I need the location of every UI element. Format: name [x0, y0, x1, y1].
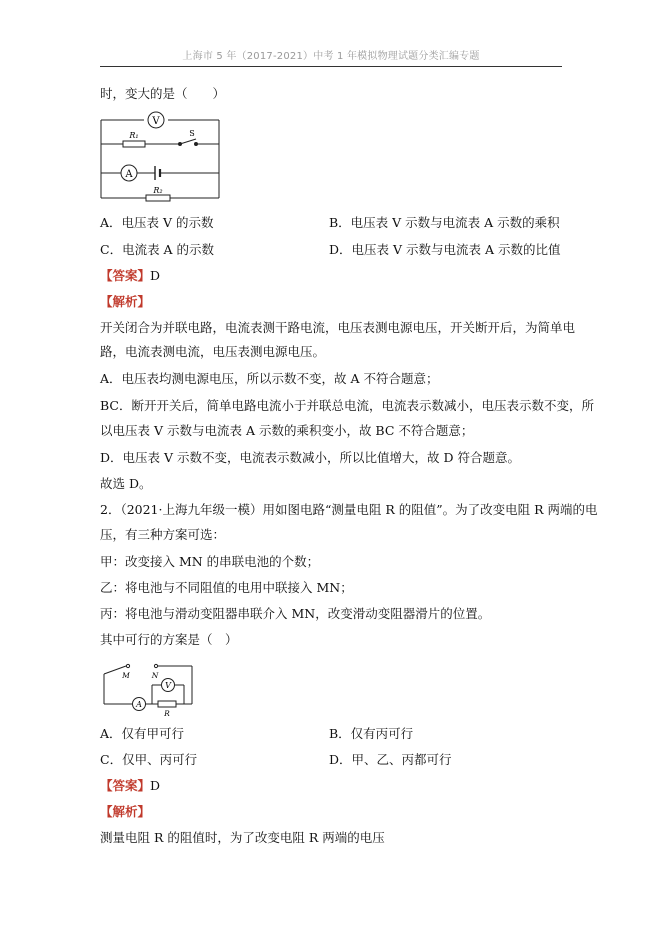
q2-terminal-n-label: N — [151, 671, 159, 680]
q2-answer-value: D — [150, 778, 161, 793]
q2-prompt: 其中可行的方案是（ ） — [100, 632, 238, 647]
q2-terminal-m-label: M — [122, 671, 130, 680]
q1-option-a: A．电压表 V 的示数 — [100, 215, 214, 230]
q2-answer-label: 【答案】 — [100, 778, 151, 793]
q1-analysis-line: A．电压表均测电源电压，所以示数不变，故 A 不符合题意； — [100, 371, 439, 386]
q1-circuit-diagram — [98, 106, 224, 206]
page-header: 上海市 5 年（2017-2021）中考 1 年模拟物理试题分类汇编专题 — [182, 51, 480, 62]
q1-analysis-line: 以电压表 V 示数与电流表 A 示数的乘积变小，故 BC 不符合题意； — [100, 423, 474, 438]
q2-voltmeter-label: V — [165, 681, 171, 690]
q1-analysis-line: BC．断开开关后，简单电路电流小于并联总电流，电流表示数减小，电压表示数不变，所 — [100, 398, 594, 413]
q1-r1-label: R₁ — [129, 131, 139, 140]
q2-option-c: C．仅甲、丙可行 — [100, 752, 198, 767]
q2-stem-line: 压，有三种方案可选： — [100, 527, 226, 542]
q1-analysis-label: 【解析】 — [100, 294, 151, 309]
q2-option-b: B．仅有丙可行 — [329, 726, 414, 741]
q1-answer-value: D — [150, 268, 161, 283]
q2-stem-line: 2．（2021·上海九年级一模）用如图电路“测量电阻 R 的阻值”。为了改变电阻 R 两端的电 — [100, 502, 598, 517]
q1-ammeter-label: A — [125, 169, 133, 180]
q1-option-d: D．电压表 V 示数与电流表 A 示数的比值 — [329, 242, 561, 257]
q2-option-a: A．仅有甲可行 — [100, 726, 185, 741]
q1-analysis-line: 故选 D。 — [100, 476, 152, 491]
q1-answer-label: 【答案】 — [100, 268, 151, 283]
q1-voltmeter-label: V — [152, 116, 160, 127]
q2-analysis-label: 【解析】 — [100, 804, 151, 819]
q2-circuit-diagram — [98, 656, 210, 718]
q2-scheme-bing: 丙：将电池与滑动变阻器串联介入 MN，改变滑动变阻器滑片的位置。 — [100, 606, 491, 621]
q2-ammeter-label: A — [136, 700, 142, 709]
header-rule — [100, 66, 562, 67]
q1-analysis-line: 开关闭合为并联电路，电流表测干路电流，电压表测电源电压，开关断开后，为简单电 — [100, 320, 576, 335]
q2-analysis-line: 测量电阻 R 的阻值时，为了改变电阻 R 两端的电压 — [100, 830, 385, 845]
q2-scheme-jia: 甲：改变接入 MN 的串联电池的个数； — [100, 554, 320, 569]
q1-stem-tail: 时，变大的是（ ） — [100, 86, 226, 101]
q1-r2-label: R₂ — [153, 186, 163, 195]
q1-answer — [100, 268, 160, 284]
q2-scheme-yi: 乙：将电池与不同阻值的电用中联接入 MN； — [100, 580, 353, 595]
q2-option-d: D．甲、乙、丙都可行 — [329, 752, 452, 767]
q1-option-b: B．电压表 V 示数与电流表 A 示数的乘积 — [329, 215, 560, 230]
q1-option-c: C．电流表 A 的示数 — [100, 242, 215, 257]
q1-analysis-line: D．电压表 V 示数不变，电流表示数减小，所以比值增大，故 D 符合题意。 — [100, 450, 520, 465]
q1-switch-label: S — [189, 129, 195, 138]
q1-analysis-line: 路，电流表测电流，电压表测电源电压。 — [100, 344, 326, 359]
q2-resistor-label: R — [164, 709, 170, 718]
q2-answer — [100, 778, 160, 794]
